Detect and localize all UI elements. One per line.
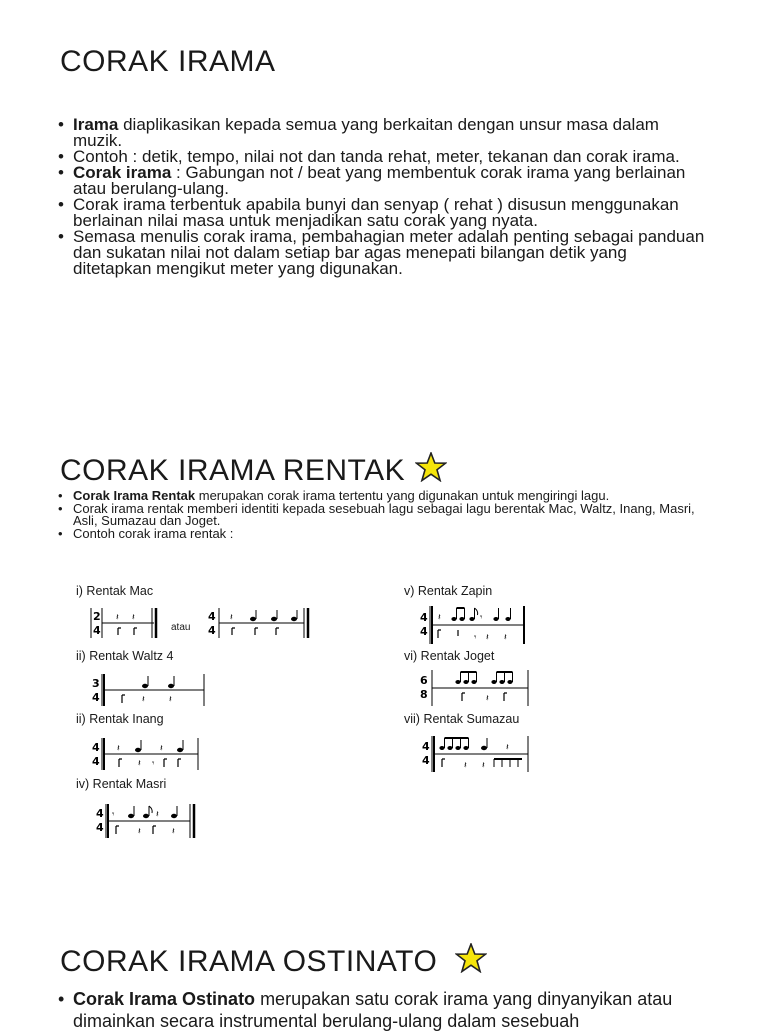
svg-text:𝄾: 𝄾: [112, 810, 115, 820]
bullet-item: • Contoh corak irama rentak :: [58, 528, 708, 541]
rhythm-staff-waltz: [92, 672, 208, 708]
svg-text:𝄽: 𝄽: [230, 613, 233, 623]
svg-text:4: 4: [92, 691, 100, 704]
bullet-item: • Semasa menulis corak irama, pembahagian meter adalah penting sebagai panduan dan sukatan nilai not dalam setiap bar agas menepati bilangan detik yang ditetapkan mengikut meter yang digunakan.: [58, 229, 708, 277]
svg-text:4: 4: [422, 740, 430, 753]
svg-text:4: 4: [420, 625, 428, 638]
svg-text:2: 2: [93, 610, 101, 623]
atau-label: atau: [171, 622, 191, 633]
star-icon: [415, 452, 447, 482]
bullet-item: • Irama diaplikasikan kepada semua yang berkaitan dengan unsur masa dalam muzik.: [58, 117, 708, 149]
example-label-joget: vi) Rentak Joget: [404, 649, 495, 663]
svg-text:𝄽: 𝄽: [504, 633, 507, 643]
bullet-item: • Corak irama terbentuk apabila bunyi dan senyap ( rehat ) disusun menggunakan berlainan nilai masa untuk menjadikan satu corak yang nyata.: [58, 197, 708, 229]
svg-text:4: 4: [422, 754, 430, 767]
rhythm-staff-masri: [96, 802, 200, 840]
svg-text:𝄽: 𝄽: [160, 744, 163, 754]
svg-text:4: 4: [96, 821, 104, 834]
example-label-inang: ii) Rentak Inang: [76, 712, 164, 726]
svg-text:𝄽: 𝄽: [438, 613, 441, 623]
example-label-mac: i) Rentak Mac: [76, 584, 154, 598]
bullet-item: • Corak irama rentak memberi identiti kepada sesebuah lagu sebagai lagu berentak Mac, Waltz, Inang, Masri, Asli, Sumazau dan Joget.: [58, 503, 708, 528]
svg-text:𝄾: 𝄾: [480, 613, 483, 623]
svg-text:𝄽: 𝄽: [169, 695, 172, 705]
section-title-corak-irama: CORAK IRAMA: [60, 45, 276, 78]
svg-text:𝄽: 𝄽: [138, 759, 141, 769]
bullet-item: • Contoh : detik, tempo, nilai not dan tanda rehat, meter, tekanan dan corak irama.: [58, 149, 708, 165]
rhythm-staff-joget: [420, 668, 532, 708]
svg-text:𝄽: 𝄽: [464, 761, 467, 771]
section-title-corak-irama-rentak: CORAK IRAMA RENTAK: [60, 452, 447, 488]
svg-text:6: 6: [420, 674, 428, 687]
rhythm-staff-sumazau: [422, 734, 532, 774]
svg-text:𝄽: 𝄽: [116, 613, 119, 623]
svg-text:4: 4: [92, 741, 100, 754]
example-label-zapin: v) Rentak Zapin: [404, 584, 493, 598]
bullet-item: • Corak Irama Rentak merupakan corak irama tertentu yang digunakan untuk mengiringi lagu.: [58, 490, 708, 503]
svg-text:4: 4: [208, 610, 216, 623]
rhythm-staff-mac-a: [88, 606, 160, 640]
svg-text:4: 4: [92, 755, 100, 768]
svg-text:𝄽: 𝄽: [486, 694, 489, 704]
svg-text:𝄽: 𝄽: [486, 633, 489, 643]
svg-text:𝄽: 𝄽: [506, 743, 509, 753]
svg-text:𝄽: 𝄽: [172, 827, 175, 837]
example-label-sumazau: vii) Rentak Sumazau: [404, 712, 520, 726]
svg-text:3: 3: [92, 677, 100, 690]
section-title-corak-irama-ostinato: CORAK IRAMA OSTINATO: [60, 943, 487, 979]
rhythm-staff-inang: [92, 736, 204, 772]
svg-text:8: 8: [420, 688, 428, 701]
svg-text:4: 4: [420, 611, 428, 624]
svg-text:𝄽: 𝄽: [138, 827, 141, 837]
section1-bullets: [58, 117, 708, 277]
rhythm-staff-zapin: [420, 604, 530, 646]
svg-text:4: 4: [93, 624, 101, 637]
svg-text:𝄾: 𝄾: [152, 759, 155, 769]
svg-text:𝄽: 𝄽: [482, 761, 485, 771]
section3-bullets: [58, 988, 738, 1032]
section2-bullets: [58, 490, 708, 540]
svg-text:𝄽: 𝄽: [132, 613, 135, 623]
bullet-item: • Corak irama : Gabungan not / beat yang membentuk corak irama yang berlainan atau berulang-ulang.: [58, 165, 708, 197]
svg-text:𝄽: 𝄽: [142, 695, 145, 705]
example-label-waltz: ii) Rentak Waltz 4: [76, 649, 174, 663]
star-icon: [455, 943, 487, 973]
svg-text:4: 4: [96, 807, 104, 820]
rhythm-staff-mac-b: [208, 606, 312, 640]
bullet-item: • Corak Irama Ostinato merupakan satu corak irama yang dinyanyikan atau dimainkan secara instrumental berulang-ulang dalam sesebuah: [58, 988, 738, 1032]
svg-text:𝄾: 𝄾: [474, 633, 477, 643]
svg-text:𝄽: 𝄽: [156, 810, 159, 820]
svg-text:4: 4: [208, 624, 216, 637]
example-label-masri: iv) Rentak Masri: [76, 777, 167, 791]
svg-text:𝄽: 𝄽: [117, 744, 120, 754]
